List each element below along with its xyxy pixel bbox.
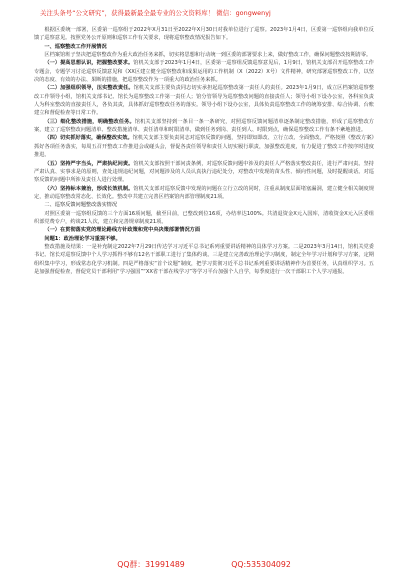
section-heading: （一）在贯彻落实党的理论路线方针政策和党中央决策部署情况方面 <box>44 227 201 234</box>
paragraph-text: 馆机关支部按照干部问责条例，对巡察反馈问题中涉及的责任人严格落实整改责任，进行严肃问责。坚持严肃认真、实事求是的原则，查处违规违纪问题，对问题涉及的人员认真执行违纪处分，对整改中发现的苗头性、倾向性问题，及时提醒谈话。对巡察反馈的问题中所涉及责任人进行处理。 <box>34 160 374 184</box>
paragraph-with-lead <box>34 134 374 159</box>
paragraph-lead: （五）坚持严字当头，严肃执纪问责。 <box>44 160 134 167</box>
paragraph-with-lead <box>34 59 374 84</box>
paragraph-with-lead <box>34 118 374 135</box>
paragraph-lead: （四）切实抓好落实，确保整改实效。 <box>44 135 133 142</box>
paragraph: 区档案馆班子坚决把巡察整改作为重大政治任务来抓，切实将思想和行动统一到区委的部署要求上来，做好整改工作，确保问题整改按期清零。 <box>44 52 372 59</box>
paragraph-lead: （六）坚持标本兼治，形成长效机制。 <box>44 185 134 192</box>
paragraph-text: 馆机关支部于2023年1月4日，区委第一巡察组反馈巡察意见后，1月9日，馆机关支部召开巡察整改工作专题会，专题学习讨论巡察反馈意见和《XX区建立健全巡察整改和成果运用的工作机制（X（2022）X号）文件精神，研究部署巡察整改工作，以坚决的态度、有效的办法、果断的措施，把巡察整改作为一项重大的政治任务来抓。 <box>34 60 374 84</box>
paragraph-lead: （三）细化整改措施，明确整改任务。 <box>44 118 135 125</box>
paragraph-with-lead <box>34 185 374 202</box>
paragraph: 整改措施及结果：一是补充制定2022年7月29日传达学习习近平总书记系列重要讲话精神的具体学习方案。二是2023年3月14日，馆机关党委书记、馆长对巡察反馈中个人学习抓得不够有12名干部职工进行了集体约谈。三是建立完善政治理论学习制度，制定全年学习计划和学习方案，定期组织集中学习，形成常态化学习机制。四是严格落实“首个议题”制度，把学习贯彻习近平总书记系列重要讲话精神作为首要任务，认真组织学习。五是加强督促检查，督促党员干部利用“学习强国”“XX省干部在线学习”等学习平台加强个人自学，每季度进行一次干部职工个人学习通报。 <box>34 243 374 275</box>
paragraph-text: 馆机关支部坚持到一条目一条一条研究，对照巡察反馈问题清单逐条制定整改措施，形成了巡察整改方案，建立了巡察整改问题清单、整改措施清单、责任清单和时限清单，做到任务到岗、责任到人、时限到点，确保巡察整改工作有条不紊地推进。 <box>34 118 374 134</box>
paragraph-text: 馆机关支部主要负责同志对巡察反馈的问题，坚持即知即改、立行立改、全面整改。严格按照《整改方案》抓好各项任务落实，每周五召开整改工作推进会或碰头会，督促各责任领导和责任人切实履行职责，加强整改进度，有力促进了整改工作按序时进度推进。 <box>34 135 374 159</box>
section-heading: 二、巡察反馈问题整改落实情况 <box>44 202 118 209</box>
document-body <box>34 26 374 276</box>
header-banner: 关注头条号“公文研究”，获得最新最全最专业的公文资料库！ 微信：gongwenyj <box>40 9 271 17</box>
paragraph-with-lead <box>34 84 374 117</box>
section-heading: 问题1：政治理论学习重视不够。 <box>44 235 121 242</box>
paragraph-with-lead <box>34 160 374 185</box>
section-heading: 一、巡察整改工作开展情况 <box>44 43 107 50</box>
qq-contact-text: QQ:535304092 <box>231 560 291 569</box>
paragraph-lead: （二）加强组织领导，压实整改责任。 <box>44 85 134 92</box>
paragraph: 对照区委第一巡察组反馈的三个方面16项问题，截至目前，已整改到位16项，办结率达100%。共清退资金X元入国库，清收资金X元入区委组织部党费专户，约谈21人次，建立和完善规章制度21项。 <box>34 210 374 225</box>
qq-group-text: QQ群：31991489 <box>117 560 185 569</box>
paragraph-text: 馆机关支部对巡察反馈中发现的问题在立行立改的同时，注重从制度层面堵塞漏洞，建立健全相关制度规定，推动巡察整改常态化、长效化。整改中共建立完善区档案馆内部管理制度21项。 <box>34 185 374 200</box>
paragraph: 根据区委统一部署，区委第一巡察组于2022年X月31日至2022年X月30日对我单位进行了巡察。2023年1月4日，区委第一巡察组向我单位反馈了巡察意见。按照党务公开原则和巡察工作有关要求，现将巡察整改情况报告如下。 <box>34 27 374 42</box>
paragraph-lead: （一）提高思想认识，把握整改要求。 <box>44 60 134 67</box>
paragraph-text: 馆机关支部主要负责同志切实承担起巡察整改第一责任人的责任。2023年1月9日，成立区档案馆巡察整改工作领导小组，馆机关支部书记、馆长为巡察整改工作第一责任人；馆分管领导为巡察整改问题的直接责任人；领导小组下设办公室，各科室负责人为科室整改的直接责任人，各负其责，具体抓好巡察整改任务的落实。领导小组下设办公室，具体负责巡察整改工作的统筹安排、综合协调、台账建立和督促检查等日常工作。 <box>34 85 374 117</box>
footer-banner <box>0 558 408 572</box>
